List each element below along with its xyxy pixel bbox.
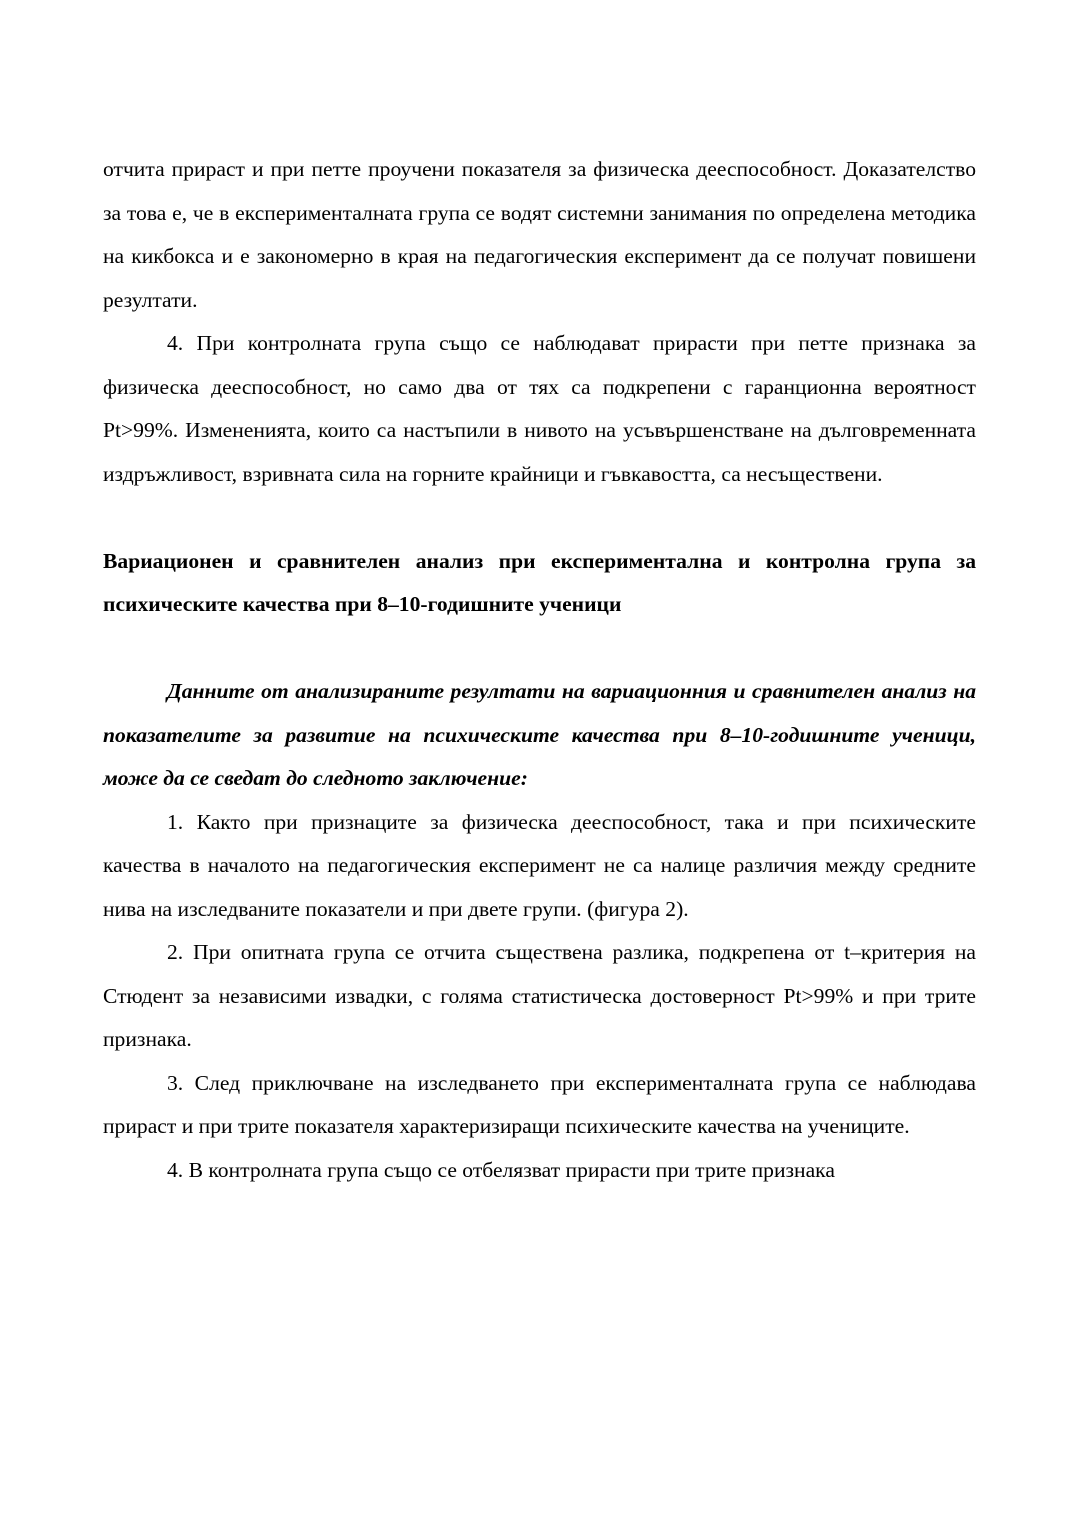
lead-paragraph: Данните от анализираните резултати на вариационния и сравнителен анализ на показателите за развитие на психическите качества при 8–10-годишните ученици, може да се сведат до следното заключение: bbox=[103, 679, 976, 790]
list-item-3: 3. След приключване на изследването при експерименталната група се наблюдава прираст и при трите показателя характеризиращи психическите качества на учениците. bbox=[103, 1070, 976, 1138]
paragraph-control-group-physical: 4. При контролната група също се наблюдават прирасти при петте признака за физическа дееспособност, но само два от тях са подкрепени с гаранционна вероятност Pt>99%. Измененията, които са настъпили в нивото на усъвършенстване на дълговременната издръжливост, взривната сила на горните крайници и гъвкавостта, са несъществени. bbox=[103, 331, 976, 486]
document-page bbox=[103, 148, 976, 1192]
section-heading: Вариационен и сравнителен анализ при експериментална и контролна група за психическите качества при 8–10-годишните ученици bbox=[103, 548, 976, 616]
list-item-1: 1. Както при признаците за физическа дееспособност, така и при психическите качества в началото на педагогическия експеримент не са налице различия между средните нива на изследваните показатели и при двете групи. (фигура 2). bbox=[103, 809, 976, 921]
list-item-4: 4. В контролната група също се отбелязват прирасти при трите признака bbox=[167, 1157, 835, 1182]
paragraph-continuation: отчита прираст и при петте проучени показателя за физическа дееспособност. Доказателство за това е, че в експерименталната група се водят системни занимания по определена методика на кикбокса и е закономерно в края на педагогическия експеримент да се получат повишени резултати. bbox=[103, 157, 976, 312]
list-item-2: 2. При опитната група се отчита съществена разлика, подкрепена от t–критерия на Стюдент за независими извадки, с голяма статистическа достоверност Pt>99% и при трите признака. bbox=[103, 940, 976, 1051]
